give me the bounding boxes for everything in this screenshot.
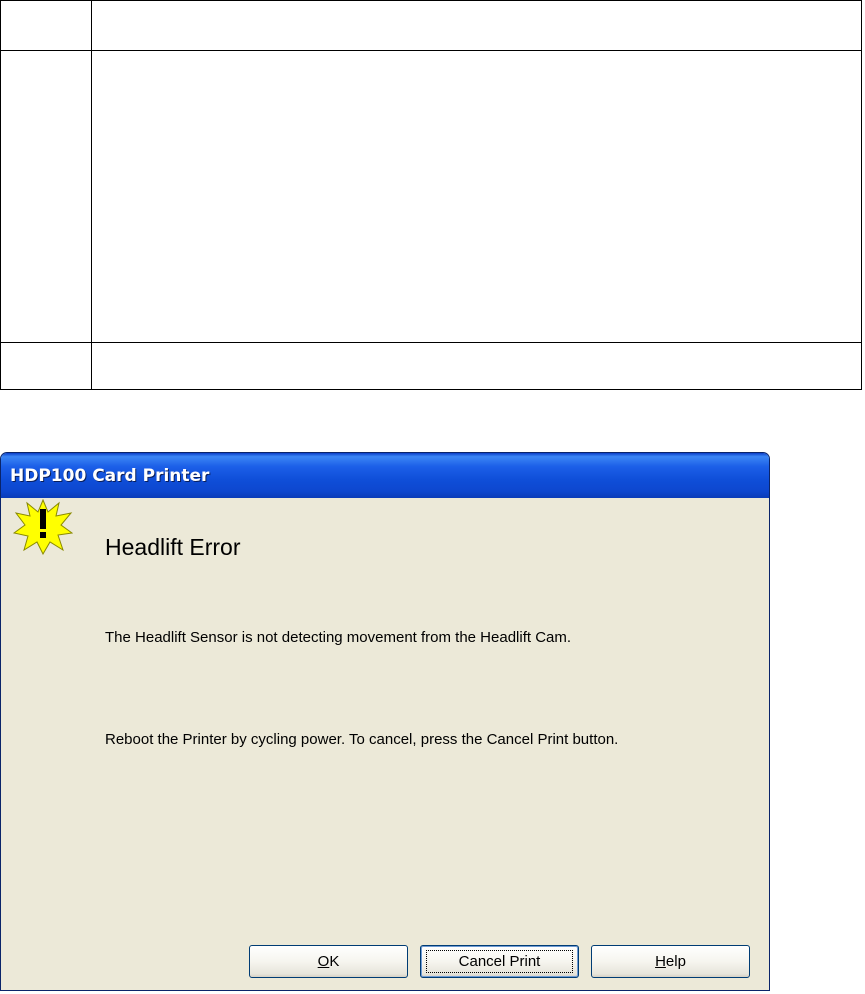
warning-icon (13, 499, 73, 555)
table-column-divider (91, 1, 92, 389)
empty-grid-table (0, 0, 862, 390)
cancel-print-button[interactable] (420, 945, 579, 978)
table-row-divider (1, 342, 861, 343)
title-bar[interactable] (1, 453, 769, 498)
help-button[interactable] (591, 945, 750, 978)
ok-button[interactable] (249, 945, 408, 978)
dialog-title: HDP100 Card Printer (10, 465, 210, 486)
error-instructions: Reboot the Printer by cycling power. To cancel, press the Cancel Print button. (105, 731, 619, 748)
error-description: The Headlift Sensor is not detecting movement from the Headlift Cam. (105, 629, 572, 646)
cancel-print-label: Cancel Print (458, 953, 541, 970)
table-row-divider (1, 50, 861, 51)
help-button-label (655, 953, 686, 970)
ok-label-rest: K (329, 953, 340, 970)
error-heading: Headlift Error (105, 534, 241, 560)
ok-button-label (318, 953, 340, 970)
help-mnemonic: H (655, 953, 666, 970)
help-label-rest: elp (665, 953, 686, 970)
error-dialog (0, 452, 770, 991)
ok-mnemonic: O (317, 953, 330, 970)
